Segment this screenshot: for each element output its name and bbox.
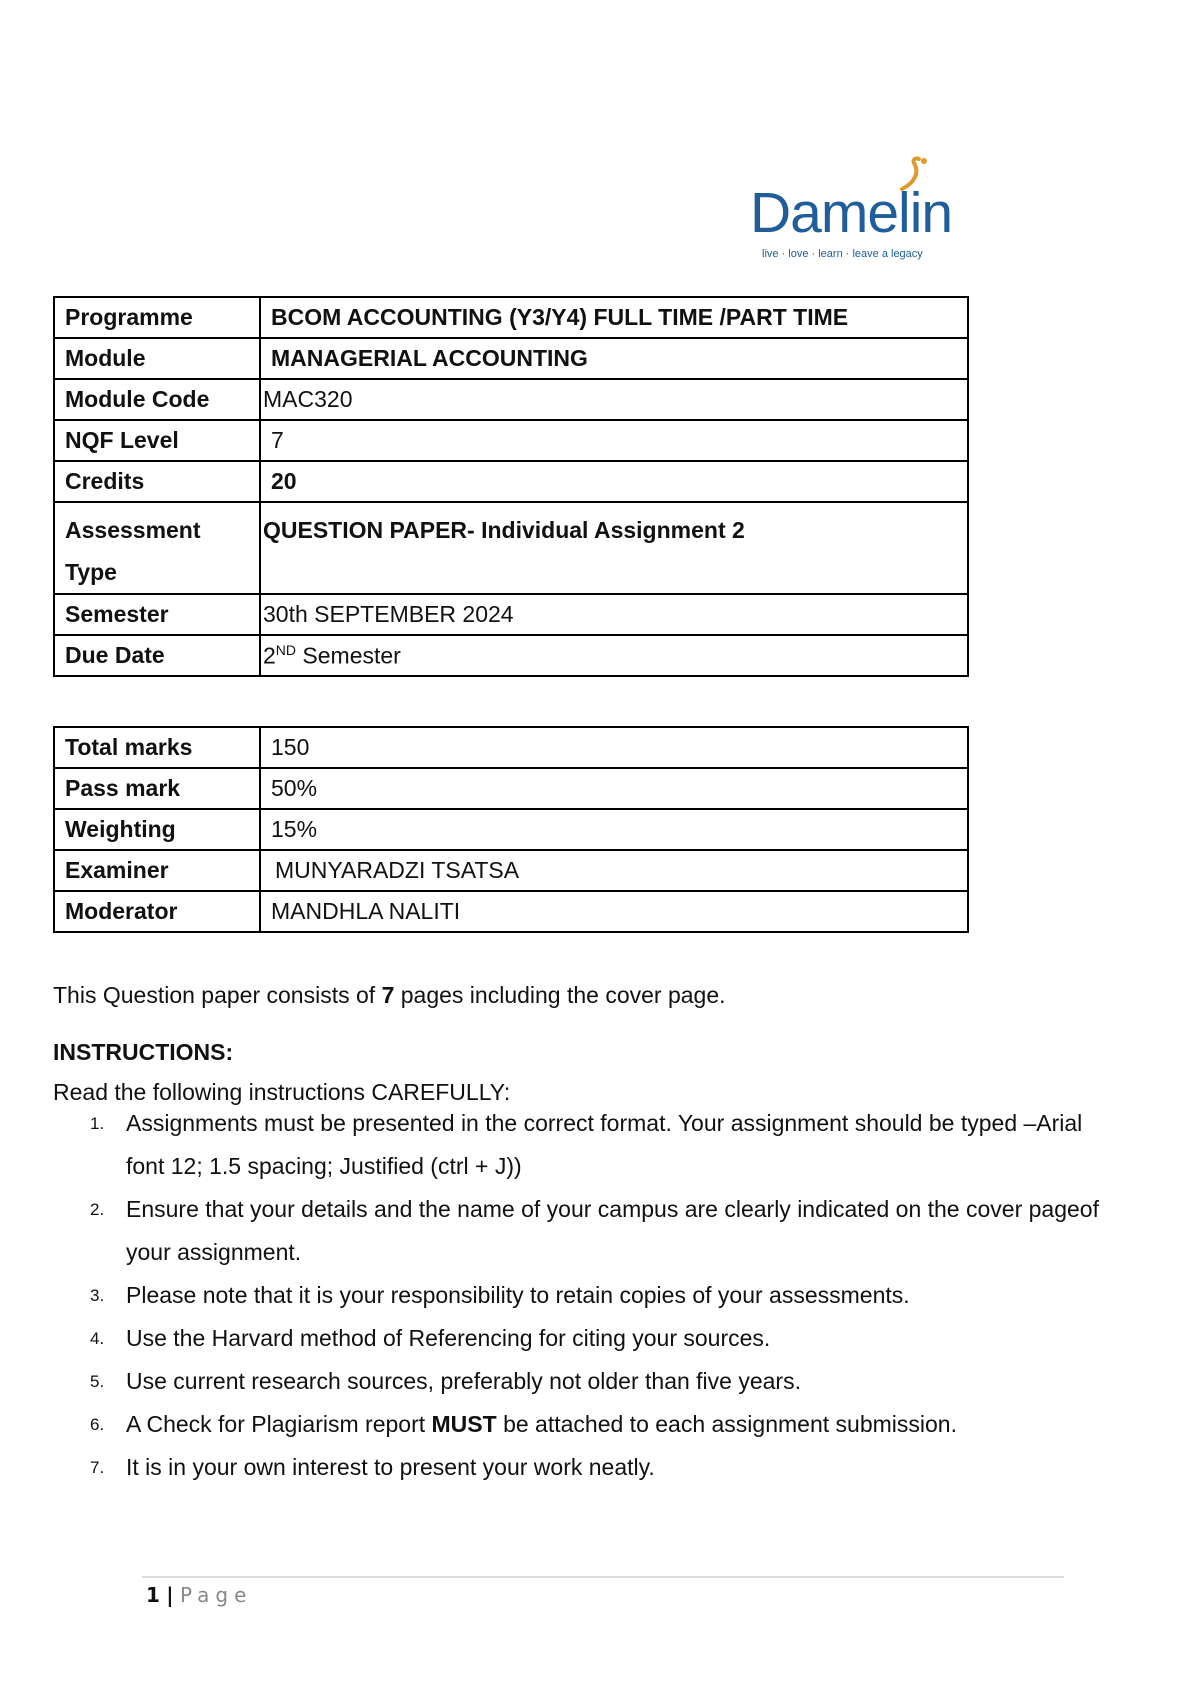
table-row	[54, 727, 968, 768]
row-label: Semester	[54, 594, 260, 635]
row-value: 15%	[260, 809, 968, 850]
item-text: Assignments must be presented in the correct format. Your assignment should be typed –Arial	[126, 1110, 1083, 1136]
row-value: 50%	[260, 768, 968, 809]
table-row	[54, 850, 968, 891]
logo-tagline: live · love · learn · leave a legacy	[762, 248, 923, 260]
item-text: Ensure that your details and the name of your campus are clearly indicated on the cover pageof	[126, 1196, 1099, 1222]
due-suffix: ND	[275, 641, 297, 658]
row-value: MAC320	[260, 379, 968, 420]
item-number: 3.	[90, 1286, 105, 1305]
row-value	[260, 635, 968, 676]
pages-note	[53, 982, 726, 1009]
row-value: BCOM ACCOUNTING (Y3/Y4) FULL TIME /PART TIME	[260, 297, 968, 338]
table-row	[54, 338, 968, 379]
pages-note-after: pages including the cover page.	[394, 982, 726, 1008]
marks-table	[53, 726, 969, 933]
due-number: 2	[263, 642, 276, 669]
item-number: 7.	[90, 1458, 105, 1477]
list-item	[53, 1102, 1163, 1188]
row-value: 7	[260, 420, 968, 461]
row-value: MANDHLA NALITI	[260, 891, 968, 932]
row-label: Total marks	[54, 727, 260, 768]
item-number: 6.	[90, 1415, 105, 1434]
row-label: NQF Level	[54, 420, 260, 461]
list-item	[53, 1360, 1163, 1403]
list-item	[53, 1317, 1163, 1360]
table-row	[54, 461, 968, 502]
row-label: Due Date	[54, 635, 260, 676]
table-row	[54, 891, 968, 932]
item-text: It is in your own interest to present your work neatly.	[126, 1454, 655, 1480]
row-value: MANAGERIAL ACCOUNTING	[260, 338, 968, 379]
list-item	[53, 1446, 1163, 1489]
row-label: Module	[54, 338, 260, 379]
row-label: Weighting	[54, 809, 260, 850]
row-label: Pass mark	[54, 768, 260, 809]
item-number: 5.	[90, 1372, 105, 1391]
item-text-continued: font 12; 1.5 spacing; Justified (ctrl + J))	[126, 1153, 522, 1179]
table-row	[54, 809, 968, 850]
row-value: QUESTION PAPER- Individual Assignment 2	[260, 502, 968, 594]
row-value: MUNYARADZI TSATSA	[260, 850, 968, 891]
row-label: Programme	[54, 297, 260, 338]
module-info-table	[53, 296, 969, 677]
list-item	[53, 1188, 1163, 1274]
pages-count: 7	[381, 982, 395, 1008]
table-row	[54, 768, 968, 809]
logo-wordmark: Damelin	[750, 181, 953, 245]
item-number: 4.	[90, 1329, 105, 1348]
footer-divider	[142, 1576, 1064, 1578]
page-number: 1	[146, 1583, 160, 1607]
page-label: Page	[179, 1583, 253, 1607]
instructions-heading: INSTRUCTIONS:	[53, 1039, 234, 1065]
row-label: Moderator	[54, 891, 260, 932]
row-value: 150	[260, 727, 968, 768]
item-text-after: be attached to each assignment submission.	[496, 1411, 957, 1437]
table-row	[54, 379, 968, 420]
row-label: Examiner	[54, 850, 260, 891]
damelin-logo	[750, 155, 970, 265]
table-row	[54, 635, 968, 676]
table-row	[54, 594, 968, 635]
row-value: 20	[260, 461, 968, 502]
item-number: 2.	[90, 1200, 105, 1219]
list-item	[53, 1403, 1163, 1446]
page-footer	[146, 1583, 252, 1607]
item-text: Use the Harvard method of Referencing for citing your sources.	[126, 1325, 771, 1351]
instructions-intro: Read the following instructions CAREFULLY:	[53, 1079, 511, 1105]
item-text-bold: MUST	[431, 1411, 497, 1437]
row-label: Credits	[54, 461, 260, 502]
item-number: 1.	[90, 1114, 105, 1133]
footer-separator: |	[166, 1583, 174, 1607]
row-label: Assessment Type	[54, 502, 260, 594]
instructions-list	[53, 1102, 1163, 1489]
due-text: Semester	[296, 642, 401, 669]
table-row	[54, 420, 968, 461]
table-row	[54, 297, 968, 338]
list-item	[53, 1274, 1163, 1317]
item-text: Please note that it is your responsibility to retain copies of your assessments.	[126, 1282, 910, 1308]
item-text-before: A Check for Plagiarism report	[126, 1411, 432, 1437]
item-text-continued: your assignment.	[126, 1239, 302, 1265]
row-value: 30th SEPTEMBER 2024	[260, 594, 968, 635]
row-label: Module Code	[54, 379, 260, 420]
pages-note-before: This Question paper consists of	[53, 982, 382, 1008]
item-text: Use current research sources, preferably not older than five years.	[126, 1368, 801, 1394]
table-row	[54, 502, 968, 594]
